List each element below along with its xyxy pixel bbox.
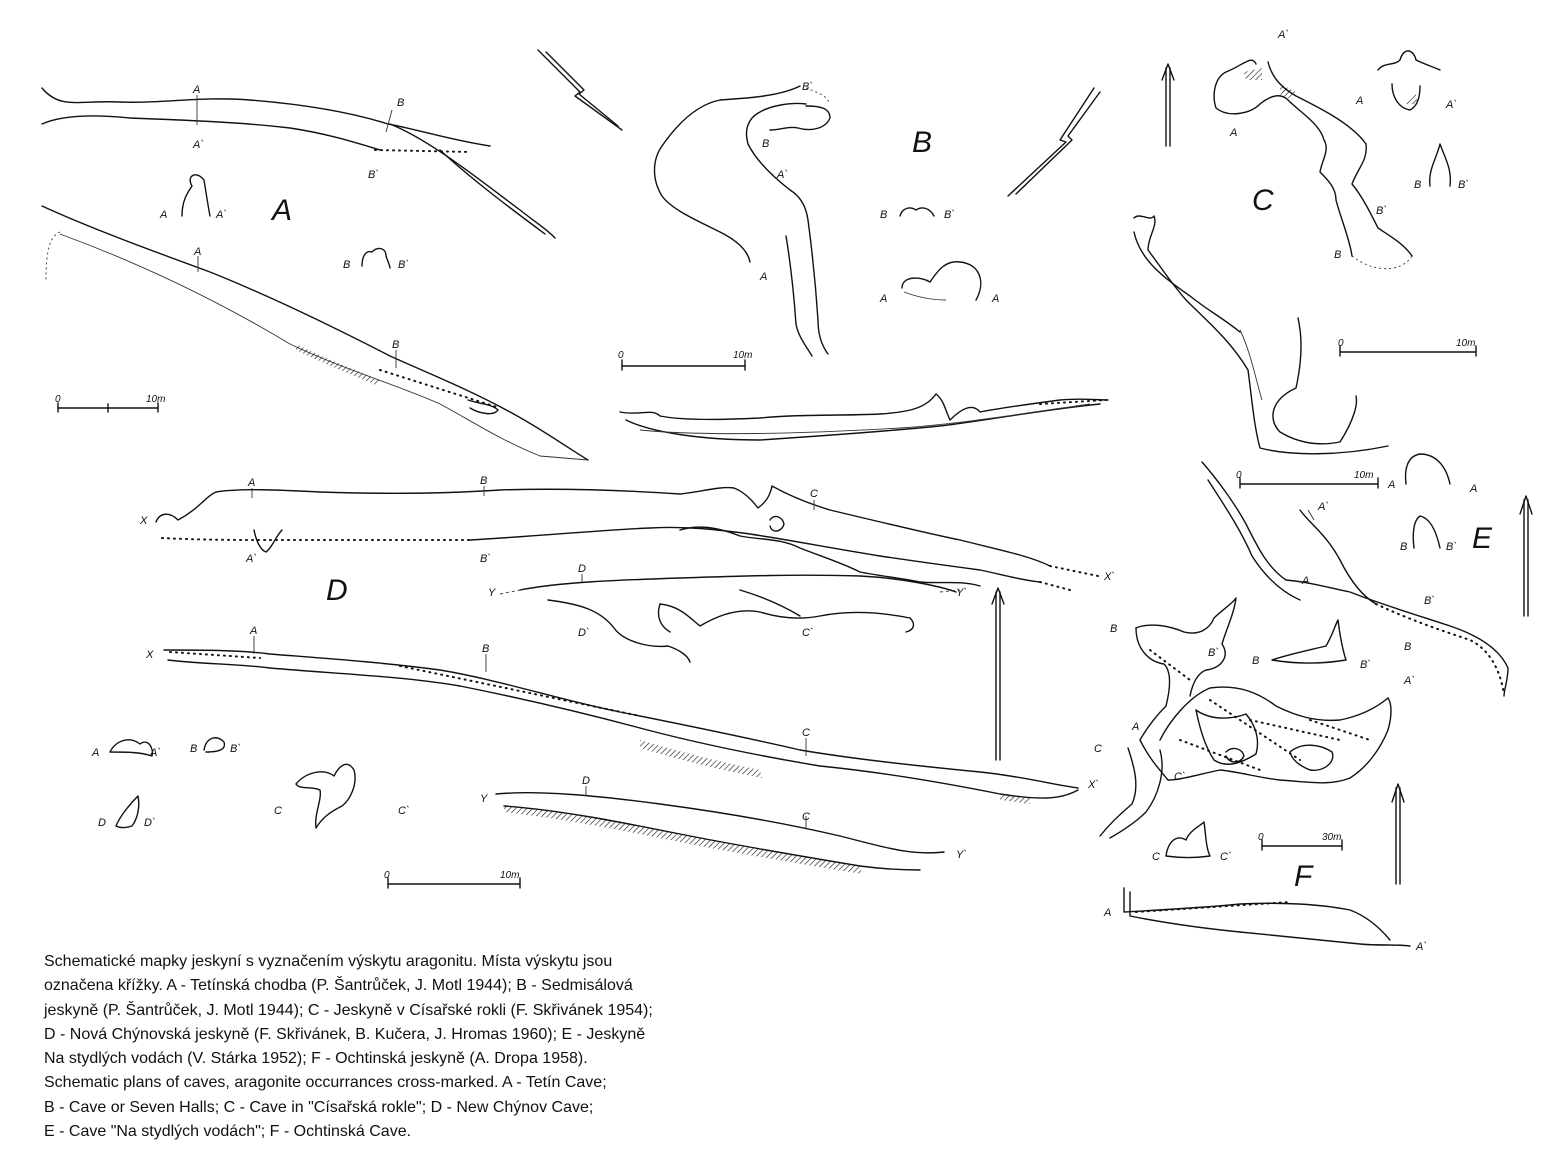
cave-b-letter: B (912, 126, 933, 159)
cave-f-xsec-label-b2: B` (1360, 659, 1371, 671)
cave-b-plan-label-a: A (760, 271, 768, 283)
cave-c-xsec-label-b2: B` (1458, 179, 1469, 191)
cave-d-letter: D (326, 574, 348, 607)
cave-d-section-label-c2: C (802, 811, 810, 823)
cave-c-map (1134, 29, 1476, 454)
cave-e-xsec-label-a: A (1388, 479, 1396, 491)
cave-d-plan-label-b2: B` (480, 553, 491, 565)
cave-d-section-label-a: A (250, 625, 258, 637)
cave-d-xsec-label-d: D (98, 817, 106, 829)
caption-line: Na stydlých vodách (V. Stárka 1952); F - Ochtinská jeskyně (A. Dropa 1958). (44, 1050, 588, 1068)
cave-c-xsec-label-a: A (1356, 95, 1364, 107)
cave-b-scale-end: 10m (733, 350, 753, 361)
cave-f-plan-label-c2: C` (1174, 771, 1186, 783)
cave-e-plan-label-a: A (1302, 575, 1310, 587)
cave-f-map (1087, 598, 1427, 953)
cave-f-plan-label-x2: X` (1088, 779, 1099, 791)
cave-c-xsec-label-b: B (1414, 179, 1422, 191)
caption-line: Schematické mapky jeskyní s vyznačením výskytu aragonitu. Místa výskytu jsou (44, 953, 613, 970)
cave-b-map (618, 81, 1108, 440)
cave-d-xsec-label-c: C (274, 805, 282, 817)
cave-c-plan-label-a2: A` (1278, 29, 1289, 41)
cave-c-plan-label-b2: B` (1376, 205, 1387, 217)
cave-a-scale-end: 10m (146, 394, 166, 405)
cave-f-plan-label-c: C (1094, 743, 1102, 755)
cave-b-xsec-label-b: B (880, 209, 888, 221)
cave-d-section-label-b: B (482, 643, 490, 655)
cave-f-xsec-label-c: C (1152, 851, 1160, 863)
cave-d-section-label-y: Y (480, 793, 488, 805)
cave-b-plan-label-b2: B` (802, 81, 813, 93)
cave-f-plan-label-a2: A` (1404, 675, 1415, 687)
cave-d-section-label-x: X (146, 649, 154, 661)
cave-a-plan-label-a: A (193, 84, 201, 96)
cave-d-plan-label-c: C (810, 488, 818, 500)
cave-d-plan-label-a: A (248, 477, 256, 489)
cave-d-plan-label-x2: X` (1104, 571, 1115, 583)
cave-a-plan-label-a2: A` (193, 139, 204, 151)
cave-c-plan-label-a: A (1230, 127, 1238, 139)
cave-d-plan-label-y2: Y` (956, 587, 967, 599)
cave-d-section-label-d: D (582, 775, 590, 787)
cave-a-xsec-label-b2: B` (398, 259, 409, 271)
cave-b-plan-label-a2: A` (777, 169, 788, 181)
cave-b-xsec-label-b2: B` (944, 209, 955, 221)
cave-d-scale-end: 10m (500, 870, 520, 881)
cave-f-section-label-a2: A` (1416, 941, 1427, 953)
cave-e-scale-end: 10m (1354, 470, 1374, 481)
cave-c-letter: C (1252, 184, 1274, 217)
caption-line: B - Cave or Seven Halls; C - Cave in "Císařská rokle"; D - New Chýnov Cave; (44, 1098, 594, 1116)
cave-d-plan-label-d: D (578, 563, 586, 575)
cave-a-plan-label-b2: B` (368, 169, 379, 181)
cave-e-xsec-label-b2: B` (1446, 541, 1457, 553)
cave-f-plan-label-b: B (1110, 623, 1118, 635)
cave-d-plan-label-d2: D` (578, 627, 590, 639)
cave-b-xsec-label-a: A (880, 293, 888, 305)
cave-f-section-label-a: A (1104, 907, 1112, 919)
cave-a-section-label-a: A (194, 246, 202, 258)
cave-f-scale-end: 30m (1322, 832, 1342, 843)
cave-c-scale-zero: 0 (1338, 338, 1344, 349)
cave-d-xsec-label-a: A (92, 747, 100, 759)
cave-c-scale-end: 10m (1456, 338, 1476, 349)
cave-d-section-label-c: C (802, 727, 810, 739)
cave-f-plan-label-a: A (1132, 721, 1140, 733)
cave-d-xsec-label-c2: C` (398, 805, 410, 817)
cave-e-plan-label-b2: B` (1424, 595, 1435, 607)
cave-b-plan-label-b: B (762, 138, 770, 150)
cave-e-letter: E (1472, 522, 1493, 555)
figure-caption (44, 950, 804, 1144)
cave-f-letter: F (1294, 860, 1313, 893)
caption-line: E - Cave "Na stydlých vodách"; F - Ochtinská Cave. (44, 1123, 412, 1141)
cave-a-xsec-label-a2: A` (216, 209, 227, 221)
cave-f-xsec-label-b: B (1252, 655, 1260, 667)
cave-e-xsec-label-b: B (1400, 541, 1408, 553)
cave-d-xsec-label-b: B (190, 743, 198, 755)
cave-d-plan-label-c2: C` (802, 627, 814, 639)
cave-d-section-label-y2: Y` (956, 849, 967, 861)
cave-d-scale-zero: 0 (384, 870, 390, 881)
caption-line: D - Nová Chýnovská jeskyně (F. Skřivánek, B. Kučera, J. Hromas 1960); E - Jeskyně (44, 1025, 646, 1043)
cave-e-plan-label-b: B (1404, 641, 1412, 653)
cave-d-xsec-label-a2: A` (150, 747, 161, 759)
cave-e-xsec-label-a2: A (1470, 483, 1478, 495)
cave-d-plan-label-x: X (140, 515, 148, 527)
cave-d-plan-label-b: B (480, 475, 488, 487)
cave-a-plan-label-b: B (397, 97, 405, 109)
cave-d-plan-label-y: Y (488, 587, 496, 599)
cave-f-scale-zero: 0 (1258, 832, 1264, 843)
cave-d-xsec-label-b2: B` (230, 743, 241, 755)
cave-d-map (91, 475, 1118, 888)
cave-e-scale-zero: 0 (1236, 470, 1242, 481)
caption-line: označena křížky. A - Tetínská chodba (P. Šantrůček, J. Motl 1944); B - Sedmisálová (44, 977, 633, 995)
cave-c-plan-label-b: B (1334, 249, 1342, 261)
cave-a-section-label-b: B (392, 339, 400, 351)
cave-a-xsec-label-a: A (160, 209, 168, 221)
cave-a-scale-zero: 0 (55, 394, 61, 405)
cave-c-xsec-label-a2: A` (1446, 99, 1457, 111)
cave-b-xsec-label-a2: A (992, 293, 1000, 305)
cave-d-plan-label-a2: A` (246, 553, 257, 565)
caption-line: jeskyně (P. Šantrůček, J. Motl 1944); C - Jeskyně v Císařské rokli (F. Skřivánek 1954); (44, 1001, 653, 1019)
caption-line: Schematic plans of caves, aragonite occurrances cross-marked. A - Tetín Cave; (44, 1074, 607, 1092)
cave-e-plan-label-a2: A` (1318, 501, 1329, 513)
cave-d-xsec-label-d2: D` (144, 817, 156, 829)
cave-a-map (42, 50, 622, 460)
cave-a-letter: A (272, 194, 293, 227)
cave-f-xsec-label-c2: C` (1220, 851, 1232, 863)
cave-f-plan-label-b2: B` (1208, 647, 1219, 659)
cave-b-scale-zero: 0 (618, 350, 624, 361)
cave-a-xsec-label-b: B (343, 259, 351, 271)
